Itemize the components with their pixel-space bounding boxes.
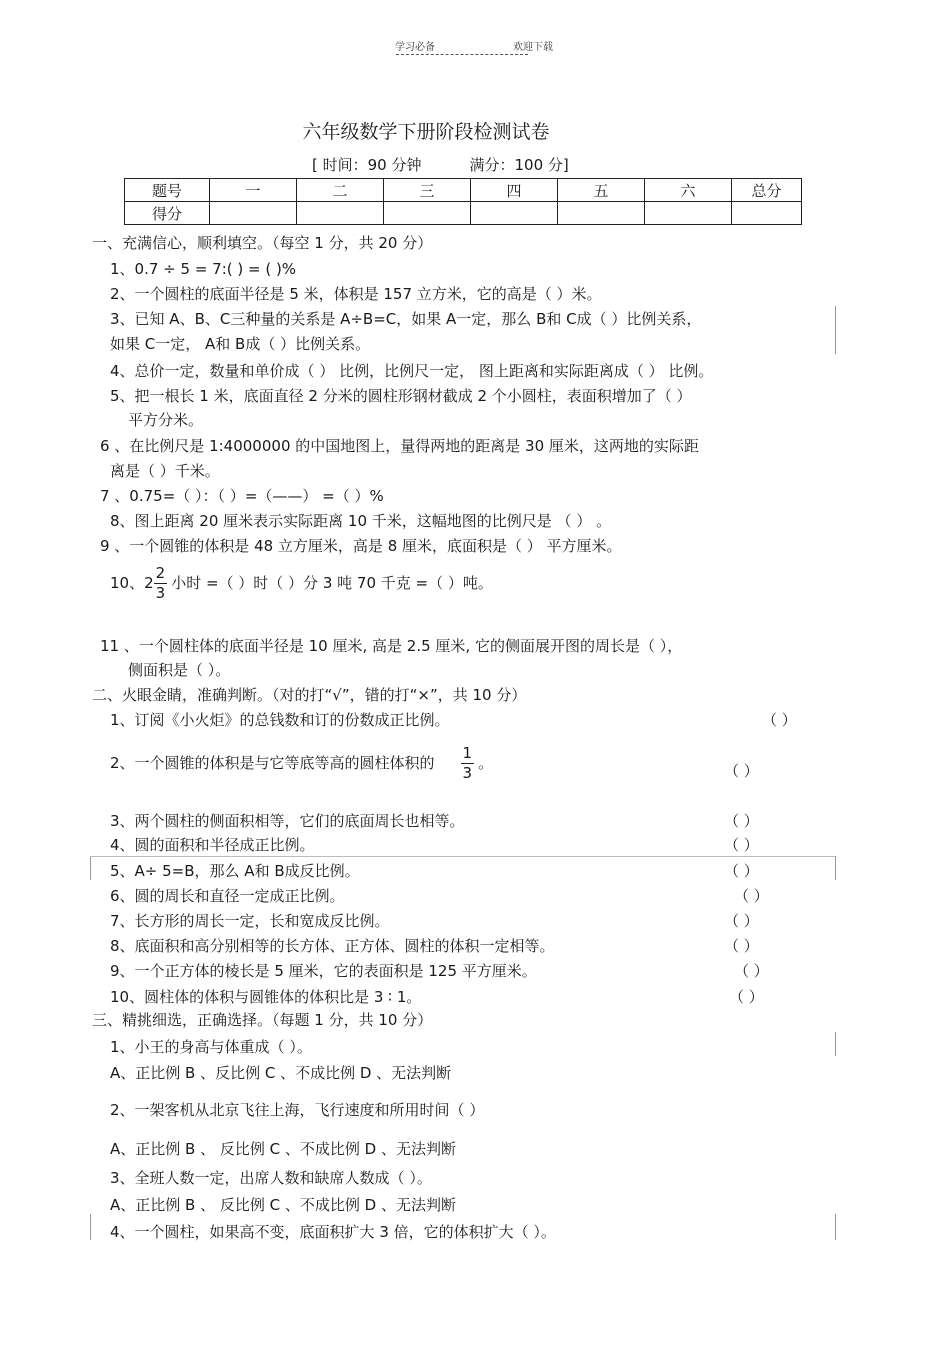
section-3-heading: 三、精挑细选，正确选择。（每题 1 分，共 10 分） bbox=[92, 1011, 433, 1029]
fill-question-3-cont: 如果 C一定， A和 B成（ ）比例关系。 bbox=[110, 335, 371, 353]
choice-options-3: A、正比例 B 、 反比例 C 、不成比例 D 、无法判断 bbox=[110, 1196, 456, 1214]
judge-question-4: 4、圆的面积和半径成正比例。 bbox=[110, 836, 315, 854]
q10-fraction-numerator: 2 bbox=[155, 564, 166, 582]
fill-question-1: 1、0.7 ÷ 5 = 7:( ) = ( )% bbox=[110, 260, 297, 278]
q10-fraction-denominator: 3 bbox=[155, 584, 166, 602]
judge-answer-1: （ ） bbox=[762, 711, 797, 729]
fill-question-5-cont: 平方分米。 bbox=[128, 411, 204, 429]
judge-answer-6: （ ） bbox=[734, 887, 769, 905]
score-cell: 一 bbox=[210, 179, 297, 202]
margin-rule bbox=[835, 856, 836, 880]
score-table bbox=[124, 178, 802, 225]
judge-answer-4: （ ） bbox=[724, 836, 759, 854]
fill-question-6-cont: 离是（ ）千米。 bbox=[110, 462, 220, 480]
q2-fraction-denominator: 3 bbox=[462, 764, 473, 782]
judge-question-3: 3、两个圆柱的侧面积相等，它们的底面周长也相等。 bbox=[110, 812, 465, 830]
fill-question-8: 8、图上距离 20 厘米表示实际距离 10 千米，这幅地图的比例尺是 （ ） 。 bbox=[110, 512, 612, 530]
judge-question-1: 1、订阅《小火炬》的总钱数和订的份数成正比例。 bbox=[110, 711, 450, 729]
page-title: 六年级数学下册阶段检测试卷 bbox=[302, 121, 550, 143]
fill-question-10 bbox=[110, 566, 493, 601]
header-divider bbox=[396, 54, 528, 55]
judge-answer-2: （ ） bbox=[724, 762, 759, 780]
fill-question-11-cont: 侧面积是（ ）。 bbox=[128, 661, 231, 679]
exam-info bbox=[312, 154, 569, 175]
score-cell: 总分 bbox=[732, 179, 802, 202]
exam-total: 满分：100 分] bbox=[469, 156, 569, 174]
judge-answer-10: （ ） bbox=[729, 988, 764, 1006]
fill-question-7: 7 、0.75=（ ）：（ ）=（——） =（ ）% bbox=[100, 487, 384, 505]
score-table-score-row bbox=[125, 202, 802, 225]
judge-question-5: 5、A÷ 5=B，那么 A和 B成反比例。 bbox=[110, 862, 360, 880]
choice-question-1: 1、小王的身高与体重成（ ）。 bbox=[110, 1038, 312, 1056]
fill-question-5: 5、把一根长 1 米，底面直径 2 分米的圆柱形钢材截成 2 个小圆柱，表面积增加了（ ） bbox=[110, 387, 692, 405]
margin-rule bbox=[90, 1214, 91, 1240]
fill-question-6: 6 、在比例尺是 1:4000000 的中国地图上，量得两地的距离是 30 厘米，这两地的实际距 bbox=[100, 437, 699, 455]
margin-rule bbox=[835, 306, 836, 354]
score-cell: 四 bbox=[471, 179, 558, 202]
score-input-cell bbox=[210, 202, 297, 225]
page-header bbox=[395, 38, 553, 53]
score-cell: 六 bbox=[645, 179, 732, 202]
fill-question-11: 11 、一个圆柱体的底面半径是 10 厘米, 高是 2.5 厘米, 它的侧面展开图的周长是（ ）， bbox=[100, 637, 683, 655]
judge-question-10: 10、圆柱体的体积与圆锥体的体积比是 3 ∶ 1。 bbox=[110, 988, 422, 1006]
score-cell: 二 bbox=[297, 179, 384, 202]
fill-question-3: 3、已知 A、B、C三种量的关系是 A÷B=C，如果 A一定，那么 B和 C成（ ）比例关系， bbox=[110, 310, 702, 328]
judge-question-7: 7、长方形的周长一定，长和宽成反比例。 bbox=[110, 912, 390, 930]
fill-question-2: 2、一个圆柱的底面半径是 5 米，体积是 157 立方米，它的高是（ ）米。 bbox=[110, 285, 602, 303]
score-input-cell bbox=[645, 202, 732, 225]
margin-rule bbox=[90, 856, 91, 880]
fill-question-9: 9 、一个圆锥的体积是 48 立方厘米，高是 8 厘米，底面积是（ ） 平方厘米。 bbox=[100, 537, 622, 555]
score-table-header-row bbox=[125, 179, 802, 202]
score-row-label: 得分 bbox=[125, 202, 210, 225]
score-input-cell bbox=[732, 202, 802, 225]
score-input-cell bbox=[384, 202, 471, 225]
section-1-heading: 一、充满信心，顺利填空。（每空 1 分，共 20 分） bbox=[92, 234, 433, 252]
q10-prefix: 10、2 bbox=[110, 574, 154, 592]
score-input-cell bbox=[558, 202, 645, 225]
score-cell: 五 bbox=[558, 179, 645, 202]
choice-options-2: A、正比例 B 、 反比例 C 、不成比例 D 、无法判断 bbox=[110, 1140, 456, 1158]
q2-fraction-numerator: 1 bbox=[462, 744, 473, 762]
score-input-cell bbox=[471, 202, 558, 225]
choice-question-2: 2、一架客机从北京飞往上海，飞行速度和所用时间（ ） bbox=[110, 1101, 485, 1119]
judge-question-9: 9、一个正方体的棱长是 5 厘米，它的表面积是 125 平方厘米。 bbox=[110, 962, 537, 980]
header-right: 欢迎下载 bbox=[513, 42, 553, 53]
choice-question-3: 3、全班人数一定，出席人数和缺席人数成（ ）。 bbox=[110, 1169, 432, 1187]
choice-options-1: A、正比例 B 、反比例 C 、不成比例 D 、无法判断 bbox=[110, 1064, 452, 1082]
header-left: 学习必备 bbox=[395, 42, 435, 53]
judge-answer-8: （ ） bbox=[724, 937, 759, 955]
exam-time: [ 时间：90 分钟 bbox=[312, 156, 422, 174]
judge-answer-3: （ ） bbox=[724, 812, 759, 830]
judge-question-8: 8、底面积和高分别相等的长方体、正方体、圆柱的体积一定相等。 bbox=[110, 937, 555, 955]
score-cell: 题号 bbox=[125, 179, 210, 202]
judge-answer-5: （ ） bbox=[724, 862, 759, 880]
judge-question-6: 6、圆的周长和直径一定成正比例。 bbox=[110, 887, 345, 905]
judge-question-2: 2、一个圆锥的体积是与它等底等高的圆柱体积的 $\frac{1}{3}$ 。 bbox=[110, 744, 494, 782]
score-cell: 三 bbox=[384, 179, 471, 202]
section-2-heading: 二、火眼金睛，准确判断。（对的打“√”，错的打“×”，共 10 分） bbox=[92, 686, 527, 704]
judge-answer-7: （ ） bbox=[724, 912, 759, 930]
margin-rule bbox=[835, 1032, 836, 1056]
choice-question-4: 4、一个圆柱，如果高不变，底面积扩大 3 倍，它的体积扩大（ ）。 bbox=[110, 1223, 556, 1241]
judge-answer-9: （ ） bbox=[734, 962, 769, 980]
row-rule bbox=[90, 856, 835, 857]
fill-question-4: 4、总价一定，数量和单价成（ ） 比例，比例尺一定， 图上距离和实际距离成（ ） 比例。 bbox=[110, 362, 714, 380]
margin-rule bbox=[835, 1214, 836, 1240]
score-input-cell bbox=[297, 202, 384, 225]
q10-suffix: 小时 =（ ）时（ ）分 3 吨 70 千克 =（ ）吨。 bbox=[171, 574, 493, 592]
